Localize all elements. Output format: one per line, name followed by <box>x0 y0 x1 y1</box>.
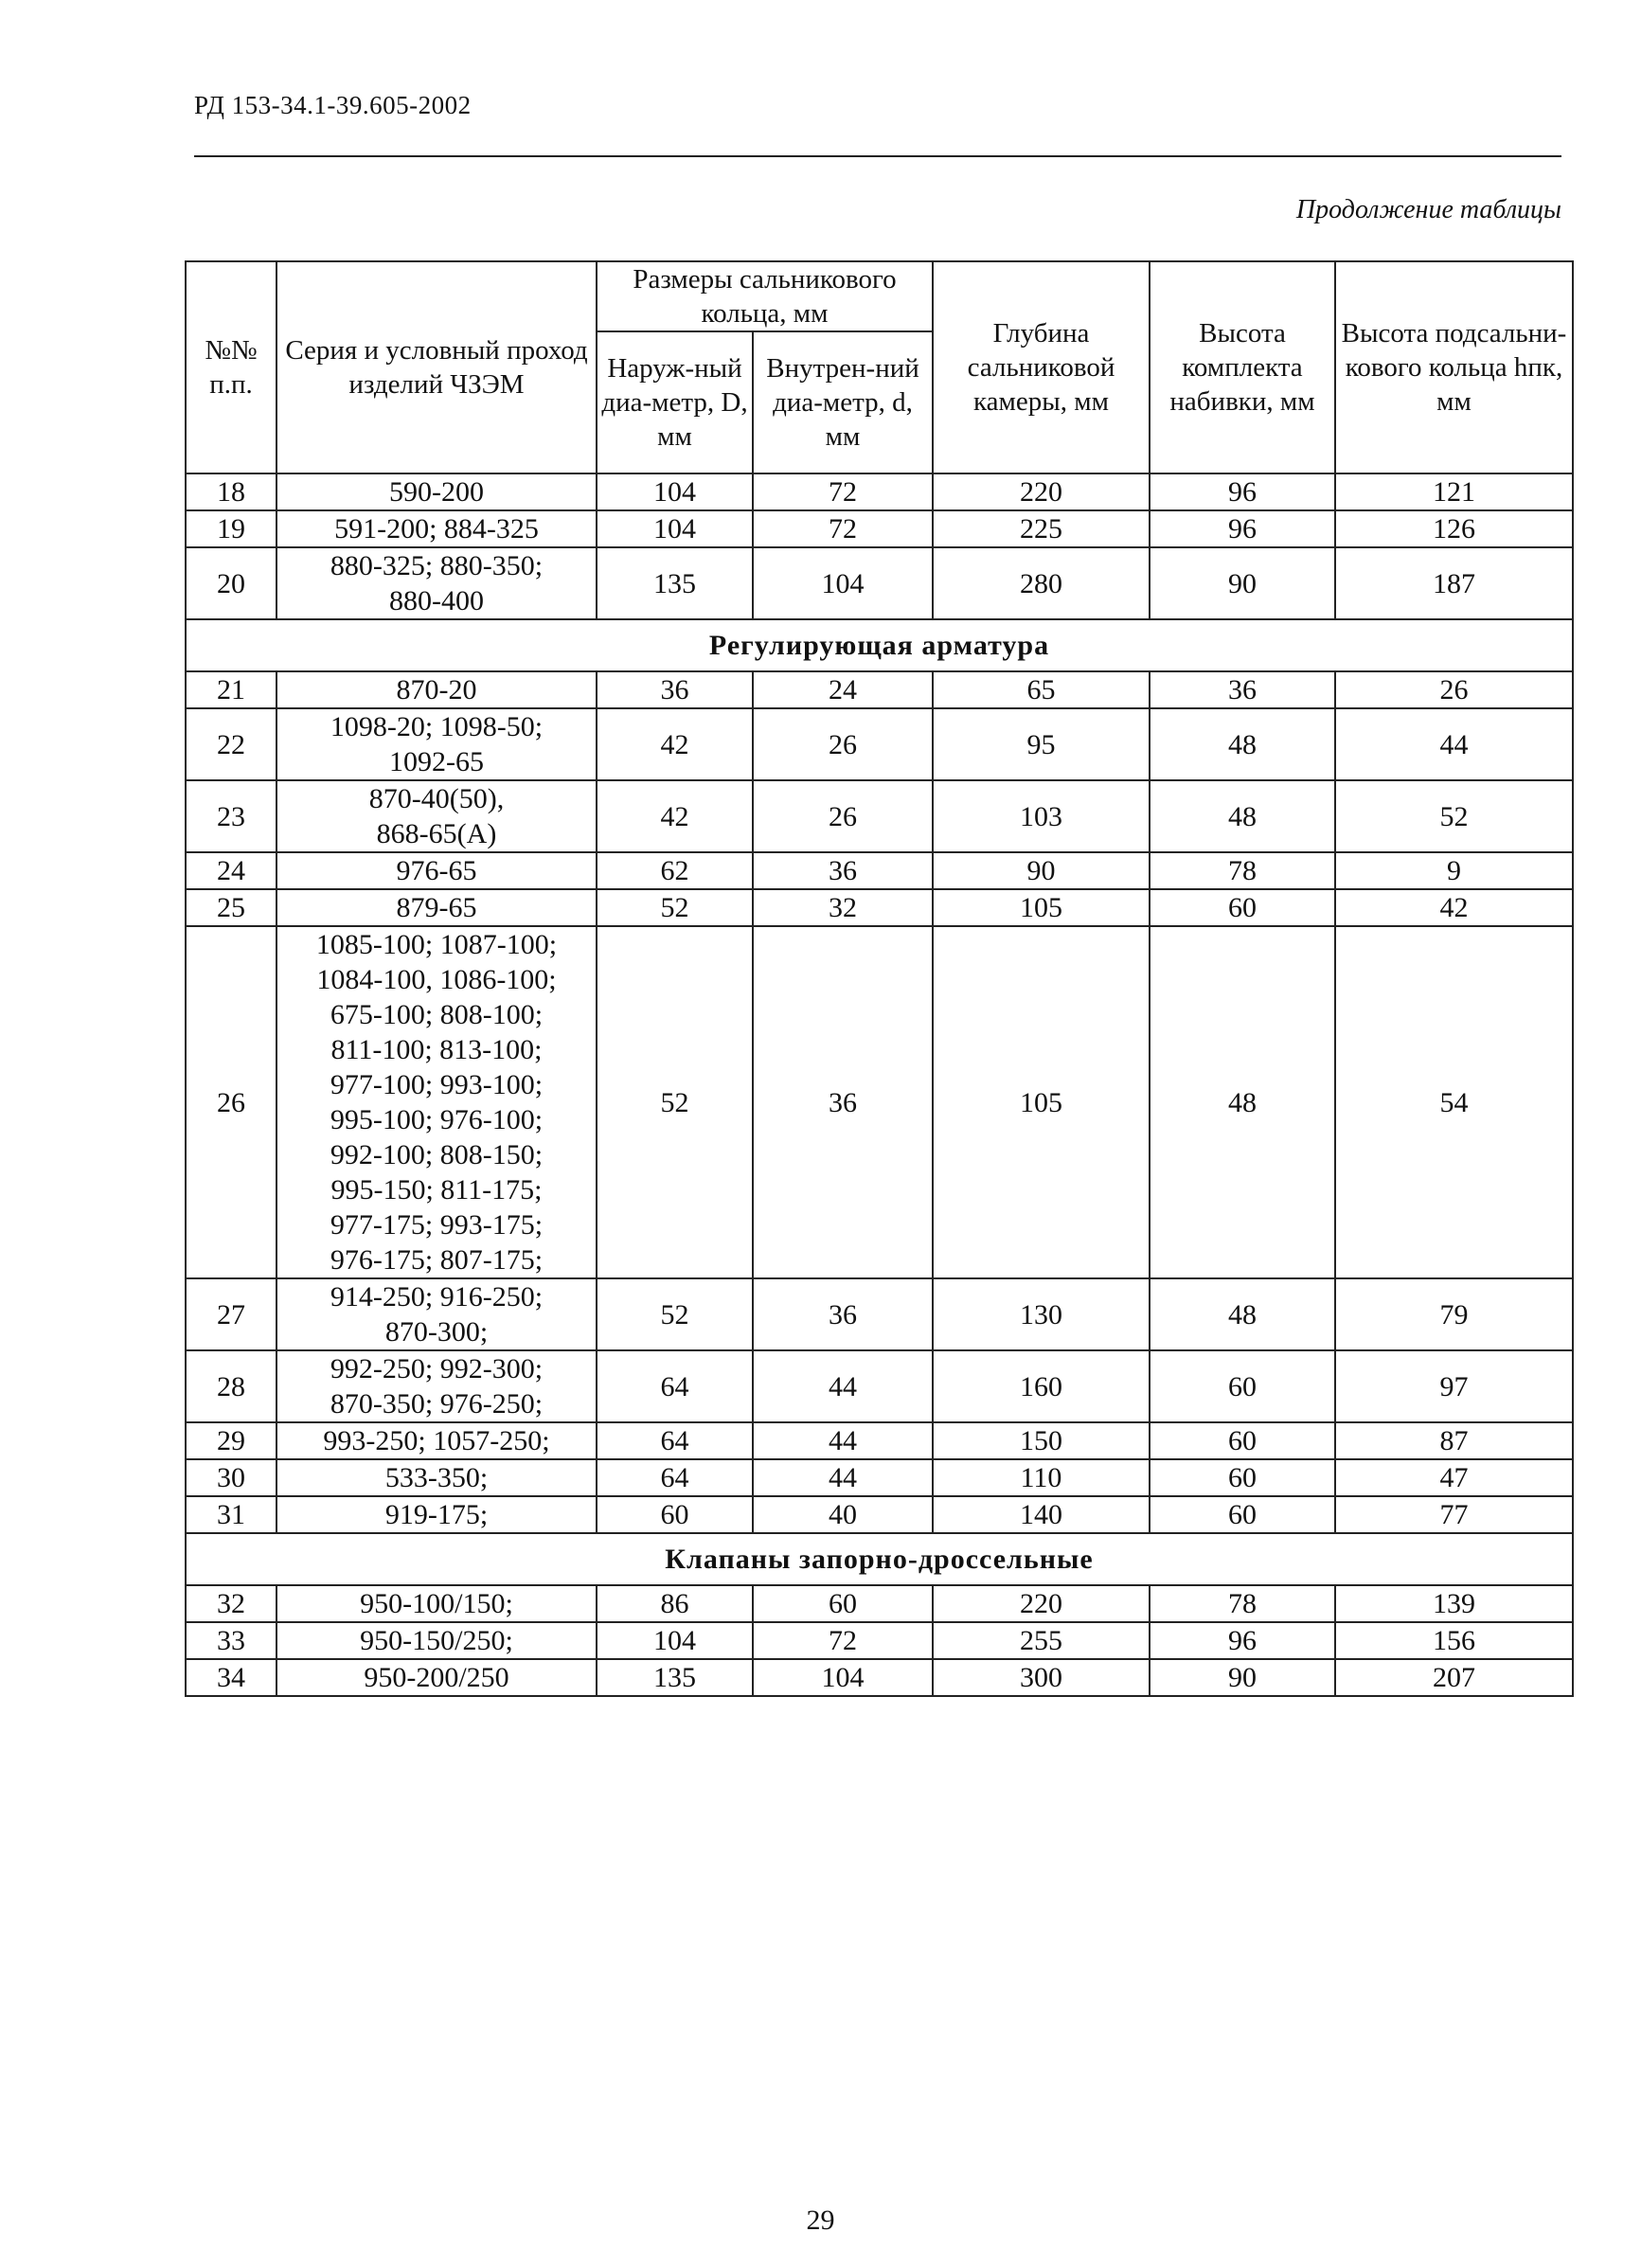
packing-height-cell: 60 <box>1150 1422 1335 1459</box>
row-number: 29 <box>186 1422 276 1459</box>
table-row <box>186 889 1573 926</box>
table-row <box>186 1585 1573 1622</box>
inner-diameter-cell: 32 <box>753 889 933 926</box>
row-number: 28 <box>186 1350 276 1422</box>
series-line: 995-100; 976-100; <box>330 1104 544 1135</box>
header-num: №№ п.п. <box>186 261 276 473</box>
series-cell <box>276 1422 597 1459</box>
series-cell <box>276 1278 597 1350</box>
chamber-depth-cell: 160 <box>933 1350 1150 1422</box>
packing-height-cell: 90 <box>1150 1659 1335 1696</box>
series-line: 811-100; 813-100; <box>330 1034 543 1065</box>
series-line: 914-250; 916-250; <box>330 1281 544 1313</box>
chamber-depth-cell: 95 <box>933 708 1150 780</box>
series-line: 880-325; 880-350; <box>330 550 544 581</box>
series-cell <box>276 671 597 708</box>
row-number: 24 <box>186 852 276 889</box>
table-row <box>186 1350 1573 1422</box>
chamber-depth-cell: 103 <box>933 780 1150 852</box>
inner-diameter-cell: 104 <box>753 1659 933 1696</box>
inner-diameter-cell: 44 <box>753 1459 933 1496</box>
table-continued-label: Продолжение таблицы <box>1295 195 1561 224</box>
section-row <box>186 619 1573 671</box>
packing-height-cell: 48 <box>1150 926 1335 1278</box>
row-number: 31 <box>186 1496 276 1533</box>
table-row <box>186 547 1573 619</box>
chamber-depth-cell: 130 <box>933 1278 1150 1350</box>
subgland-height-cell: 187 <box>1335 547 1573 619</box>
table-row <box>186 852 1573 889</box>
inner-diameter-cell: 72 <box>753 510 933 547</box>
row-number: 26 <box>186 926 276 1278</box>
table-row <box>186 1459 1573 1496</box>
table-row <box>186 671 1573 708</box>
section-row <box>186 1533 1573 1585</box>
table-header <box>186 261 1573 473</box>
table-row <box>186 1622 1573 1659</box>
subgland-height-cell: 79 <box>1335 1278 1573 1350</box>
table-row <box>186 1422 1573 1459</box>
outer-diameter-cell: 36 <box>597 671 753 708</box>
subgland-height-cell: 207 <box>1335 1659 1573 1696</box>
outer-diameter-cell: 104 <box>597 473 753 510</box>
outer-diameter-cell: 60 <box>597 1496 753 1533</box>
series-cell <box>276 1622 597 1659</box>
series-cell <box>276 1585 597 1622</box>
outer-diameter-cell: 52 <box>597 1278 753 1350</box>
gland-ring-table <box>185 260 1574 1697</box>
series-cell <box>276 708 597 780</box>
series-line: 591-200; 884-325 <box>334 513 539 545</box>
row-number: 32 <box>186 1585 276 1622</box>
table-row <box>186 1278 1573 1350</box>
inner-diameter-cell: 26 <box>753 780 933 852</box>
header-ring-group: Размеры сальникового кольца, мм <box>597 261 933 331</box>
series-line: 976-65 <box>396 855 477 886</box>
outer-diameter-cell: 104 <box>597 510 753 547</box>
subgland-height-cell: 77 <box>1335 1496 1573 1533</box>
series-line: 675-100; 808-100; <box>330 999 544 1030</box>
outer-diameter-cell: 104 <box>597 1622 753 1659</box>
series-line: 950-150/250; <box>360 1625 513 1656</box>
row-number: 20 <box>186 547 276 619</box>
row-number: 19 <box>186 510 276 547</box>
inner-diameter-cell: 72 <box>753 473 933 510</box>
chamber-depth-cell: 150 <box>933 1422 1150 1459</box>
row-number: 18 <box>186 473 276 510</box>
packing-height-cell: 60 <box>1150 1459 1335 1496</box>
outer-diameter-cell: 64 <box>597 1422 753 1459</box>
subgland-height-cell: 44 <box>1335 708 1573 780</box>
chamber-depth-cell: 110 <box>933 1459 1150 1496</box>
row-number: 30 <box>186 1459 276 1496</box>
series-cell <box>276 1496 597 1533</box>
packing-height-cell: 36 <box>1150 671 1335 708</box>
chamber-depth-cell: 220 <box>933 1585 1150 1622</box>
inner-diameter-cell: 36 <box>753 926 933 1278</box>
header-rule <box>194 155 1561 157</box>
series-line: 993-250; 1057-250; <box>323 1425 550 1456</box>
subgland-height-cell: 139 <box>1335 1585 1573 1622</box>
series-line: 977-100; 993-100; <box>330 1069 544 1100</box>
series-cell <box>276 547 597 619</box>
packing-height-cell: 78 <box>1150 852 1335 889</box>
table-body <box>186 473 1573 1696</box>
packing-height-cell: 96 <box>1150 1622 1335 1659</box>
packing-height-cell: 96 <box>1150 510 1335 547</box>
inner-diameter-cell: 24 <box>753 671 933 708</box>
series-line: 950-100/150; <box>360 1588 513 1619</box>
packing-height-cell: 48 <box>1150 780 1335 852</box>
subgland-height-cell: 52 <box>1335 780 1573 852</box>
header-inner-diameter: Внутрен-ний диа-метр, d, мм <box>753 331 933 473</box>
series-line: 950-200/250 <box>364 1662 509 1693</box>
outer-diameter-cell: 52 <box>597 926 753 1278</box>
chamber-depth-cell: 65 <box>933 671 1150 708</box>
inner-diameter-cell: 104 <box>753 547 933 619</box>
chamber-depth-cell: 90 <box>933 852 1150 889</box>
section-shutoff-throttle-valves: Клапаны запорно-дроссельные <box>186 1533 1573 1585</box>
table-row <box>186 1659 1573 1696</box>
series-cell <box>276 1659 597 1696</box>
chamber-depth-cell: 105 <box>933 926 1150 1278</box>
outer-diameter-cell: 64 <box>597 1350 753 1422</box>
table-row <box>186 1496 1573 1533</box>
series-cell <box>276 926 597 1278</box>
chamber-depth-cell: 225 <box>933 510 1150 547</box>
series-cell <box>276 780 597 852</box>
series-line: 1085-100; 1087-100; <box>315 929 558 960</box>
table-row <box>186 510 1573 547</box>
series-line: 533-350; <box>384 1462 489 1493</box>
series-line: 880-400 <box>389 585 484 616</box>
outer-diameter-cell: 52 <box>597 889 753 926</box>
chamber-depth-cell: 255 <box>933 1622 1150 1659</box>
chamber-depth-cell: 280 <box>933 547 1150 619</box>
table-row <box>186 708 1573 780</box>
header-sub-height: Высота подсальни-кового кольца hпк, мм <box>1335 261 1573 473</box>
header-outer-diameter: Наруж-ный диа-метр, D, мм <box>597 331 753 473</box>
row-number: 23 <box>186 780 276 852</box>
inner-diameter-cell: 40 <box>753 1496 933 1533</box>
subgland-height-cell: 126 <box>1335 510 1573 547</box>
chamber-depth-cell: 105 <box>933 889 1150 926</box>
series-line: 919-175; <box>384 1499 489 1530</box>
series-line: 870-350; 976-250; <box>330 1388 544 1420</box>
outer-diameter-cell: 64 <box>597 1459 753 1496</box>
series-line: 1098-20; 1098-50; <box>330 711 544 742</box>
series-line: 1092-65 <box>389 746 484 777</box>
packing-height-cell: 60 <box>1150 889 1335 926</box>
inner-diameter-cell: 44 <box>753 1422 933 1459</box>
outer-diameter-cell: 42 <box>597 708 753 780</box>
series-cell <box>276 852 597 889</box>
series-line: 870-20 <box>396 674 477 705</box>
chamber-depth-cell: 220 <box>933 473 1150 510</box>
series-line: 995-150; 811-175; <box>330 1174 543 1205</box>
subgland-height-cell: 42 <box>1335 889 1573 926</box>
series-line: 977-175; 993-175; <box>330 1209 544 1241</box>
series-line: 992-250; 992-300; <box>330 1353 544 1384</box>
outer-diameter-cell: 86 <box>597 1585 753 1622</box>
series-line: 868-65(А) <box>376 818 497 849</box>
subgland-height-cell: 156 <box>1335 1622 1573 1659</box>
series-line: 590-200 <box>389 476 484 508</box>
row-number: 33 <box>186 1622 276 1659</box>
header-set-height: Высота комплекта набивки, мм <box>1150 261 1335 473</box>
series-cell <box>276 473 597 510</box>
outer-diameter-cell: 135 <box>597 547 753 619</box>
packing-height-cell: 78 <box>1150 1585 1335 1622</box>
row-number: 22 <box>186 708 276 780</box>
series-line: 976-175; 807-175; <box>330 1244 544 1276</box>
document-code: РД 153-34.1-39.605-2002 <box>194 91 472 119</box>
series-line: 870-300; <box>384 1316 489 1348</box>
table-row <box>186 926 1573 1278</box>
inner-diameter-cell: 26 <box>753 708 933 780</box>
inner-diameter-cell: 72 <box>753 1622 933 1659</box>
subgland-height-cell: 121 <box>1335 473 1573 510</box>
packing-height-cell: 60 <box>1150 1350 1335 1422</box>
packing-height-cell: 96 <box>1150 473 1335 510</box>
section-regulating-valves: Регулирующая арматура <box>186 619 1573 671</box>
inner-diameter-cell: 36 <box>753 852 933 889</box>
series-cell <box>276 1350 597 1422</box>
table-row <box>186 473 1573 510</box>
header-depth: Глубина сальниковой камеры, мм <box>933 261 1150 473</box>
inner-diameter-cell: 36 <box>753 1278 933 1350</box>
row-number: 34 <box>186 1659 276 1696</box>
series-cell <box>276 889 597 926</box>
row-number: 21 <box>186 671 276 708</box>
chamber-depth-cell: 140 <box>933 1496 1150 1533</box>
chamber-depth-cell: 300 <box>933 1659 1150 1696</box>
subgland-height-cell: 54 <box>1335 926 1573 1278</box>
packing-height-cell: 60 <box>1150 1496 1335 1533</box>
series-line: 879-65 <box>396 892 477 923</box>
outer-diameter-cell: 62 <box>597 852 753 889</box>
subgland-height-cell: 87 <box>1335 1422 1573 1459</box>
outer-diameter-cell: 42 <box>597 780 753 852</box>
outer-diameter-cell: 135 <box>597 1659 753 1696</box>
series-cell <box>276 510 597 547</box>
subgland-height-cell: 47 <box>1335 1459 1573 1496</box>
series-line: 992-100; 808-150; <box>330 1139 544 1170</box>
packing-height-cell: 90 <box>1150 547 1335 619</box>
inner-diameter-cell: 44 <box>753 1350 933 1422</box>
packing-height-cell: 48 <box>1150 708 1335 780</box>
subgland-height-cell: 9 <box>1335 852 1573 889</box>
row-number: 27 <box>186 1278 276 1350</box>
page-number: 29 <box>806 2205 835 2236</box>
row-number: 25 <box>186 889 276 926</box>
series-line: 870-40(50), <box>368 783 505 814</box>
subgland-height-cell: 97 <box>1335 1350 1573 1422</box>
subgland-height-cell: 26 <box>1335 671 1573 708</box>
table-row <box>186 780 1573 852</box>
header-series: Серия и условный проход изделий ЧЗЭМ <box>276 261 597 473</box>
inner-diameter-cell: 60 <box>753 1585 933 1622</box>
series-cell <box>276 1459 597 1496</box>
packing-height-cell: 48 <box>1150 1278 1335 1350</box>
series-line: 1084-100, 1086-100; <box>316 964 557 995</box>
